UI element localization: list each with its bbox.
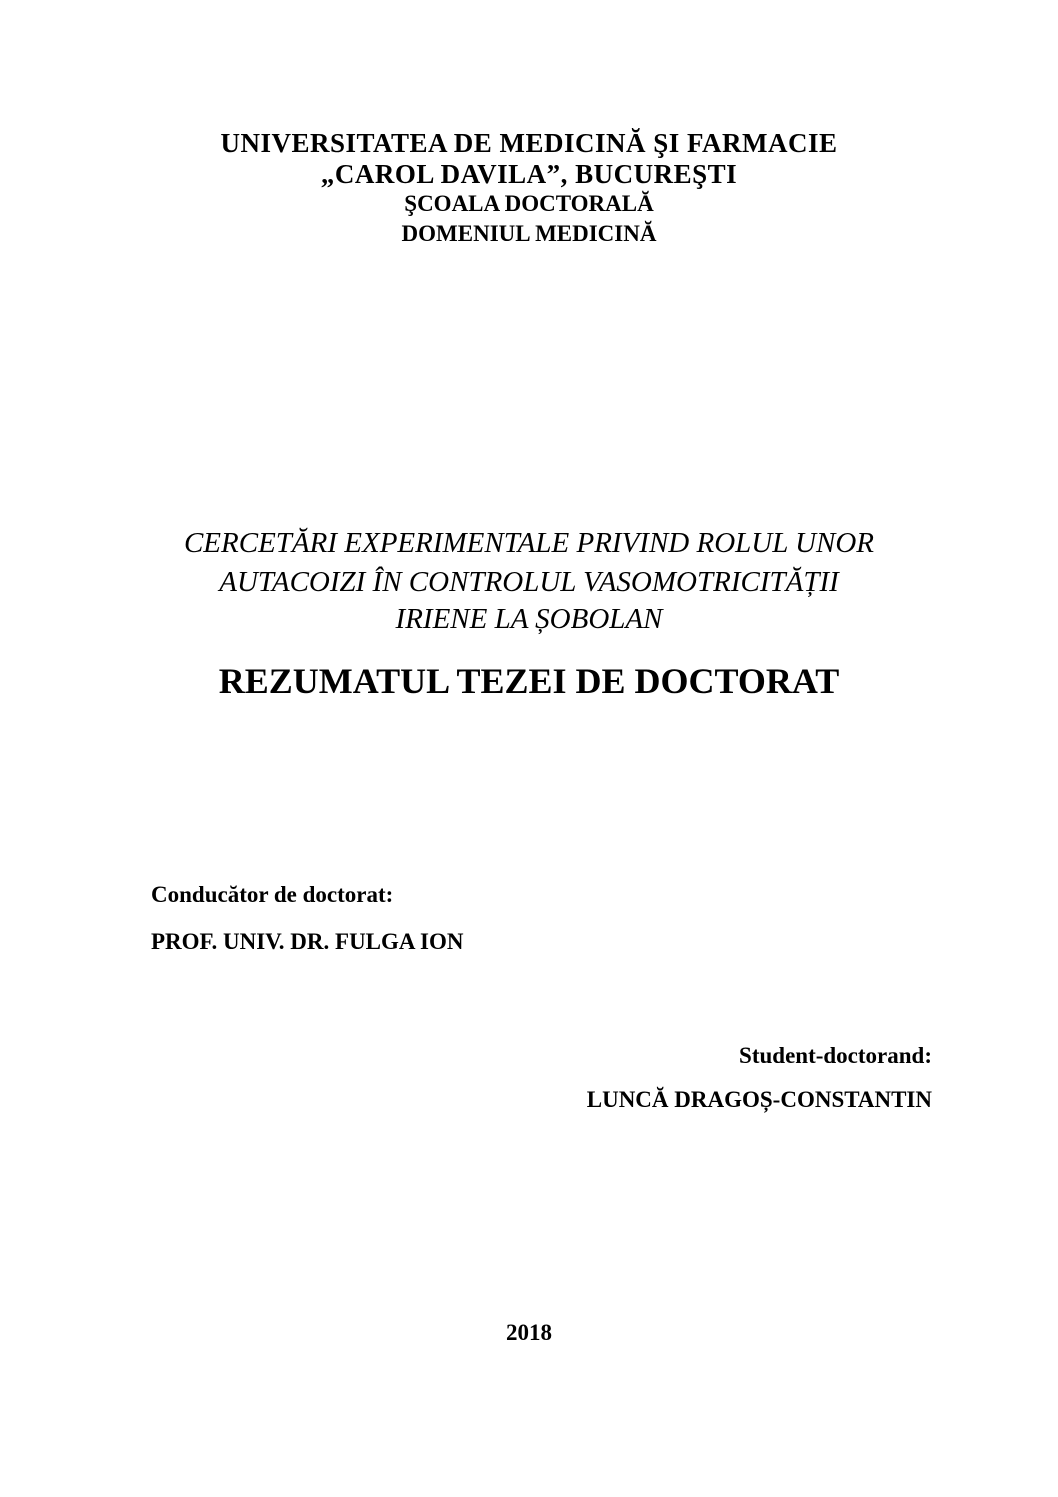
supervisor-name: PROF. UNIV. DR. FULGA ION <box>151 929 464 954</box>
student-label: Student-doctorand: <box>739 1043 932 1068</box>
student-name: LUNCĂ DRAGOȘ-CONSTANTIN <box>586 1087 932 1112</box>
university-name-line1: UNIVERSITATEA DE MEDICINĂ ŞI FARMACIE <box>220 128 838 158</box>
supervisor-label: Conducător de doctorat: <box>151 882 394 907</box>
thesis-subtitle: REZUMATUL TEZEI DE DOCTORAT <box>218 661 840 701</box>
university-name-line2: „CAROL DAVILA”, BUCUREŞTI <box>320 159 738 189</box>
thesis-title-line3: IRIENE LA ȘOBOLAN <box>395 603 663 635</box>
thesis-title-line2: AUTACOIZI ÎN CONTROLUL VASOMOTRICITĂȚII <box>219 566 839 598</box>
year: 2018 <box>506 1320 552 1345</box>
domain-name: DOMENIUL MEDICINĂ <box>401 221 657 246</box>
doctoral-school: ŞCOALA DOCTORALĂ <box>404 191 654 216</box>
thesis-title-line1: CERCETĂRI EXPERIMENTALE PRIVIND ROLUL UNOR <box>183 527 875 559</box>
